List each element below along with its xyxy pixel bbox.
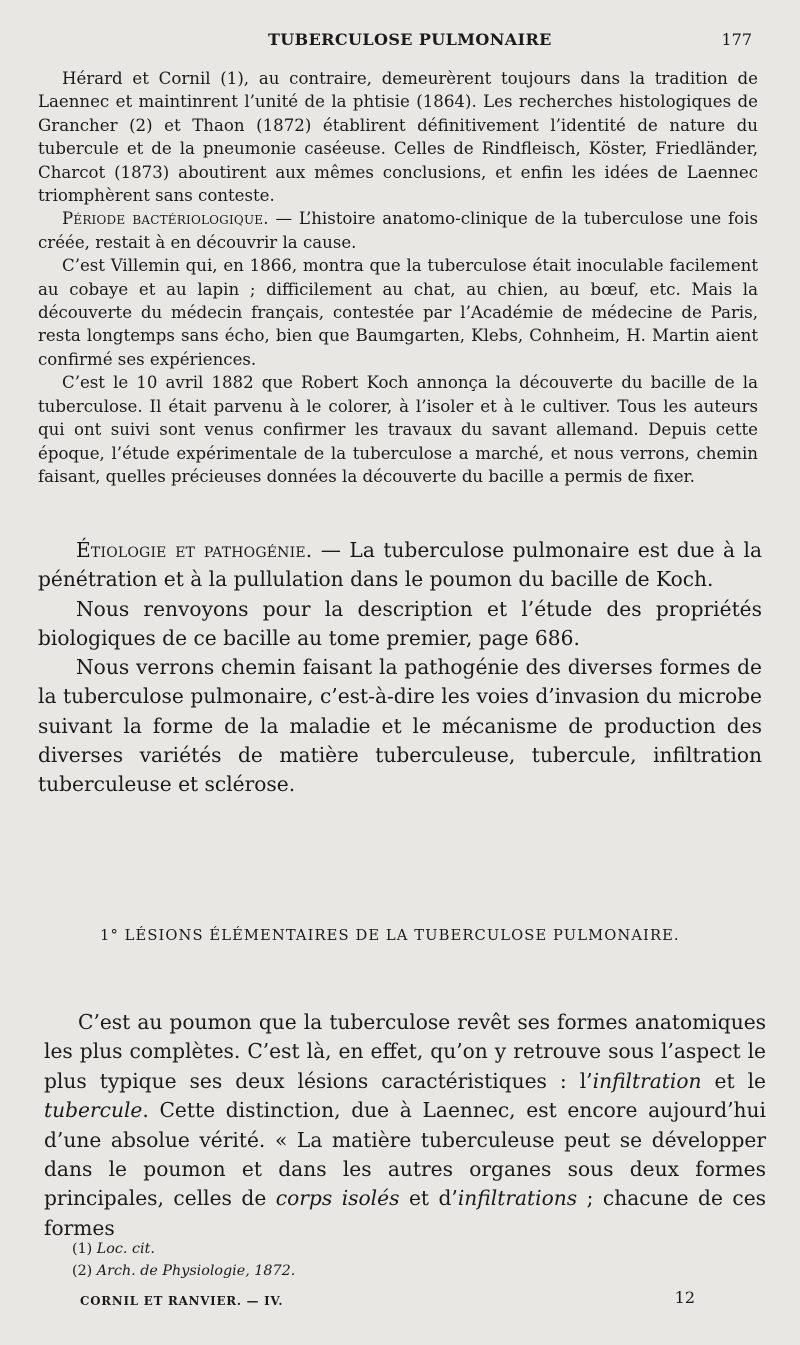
footnote-1-text: Loc. cit. (92, 1241, 155, 1257)
lesions-text-4: et d’ (399, 1186, 458, 1211)
paragraph-villemin: C’est Villemin qui, en 1866, montra que la tuberculose était inoculable facilement au cobaye et au lapin ; difficilement au chat, au chien, au bœuf, etc. Mais la découverte du médecin français, contestée par l’Académie de médecine de Paris, resta longtemps sans écho, bien que Baumgarten, Klebs, Cohnheim, H. Martin aient confirmé ses expériences. (38, 256, 758, 369)
page-number: 177 (721, 30, 752, 49)
lesions-text-2: et le (701, 1068, 767, 1093)
paragraph-elementary-lesions (44, 1008, 766, 1243)
paragraph-koch: C’est le 10 avril 1882 que Robert Koch annonça la découverte du bacille de la tuberculose. Il était parvenu à le colorer, à l’isoler et à le cultiver. Tous les auteurs qui ont suivi sont venus confirmer les travaux du savant allemand. Depuis cette époque, l’étude expérimentale de la tuberculose a marché, et nous verrons, chemin faisant, quelles précieuses données la découverte du bacille a permis de fixer. (38, 373, 758, 486)
etiology-text: — La tuberculose pulmonaire est due à la pénétration et à la pullulation dans le poumon du bacille de Koch. (38, 538, 762, 592)
running-title: TUBERCULOSE PULMONAIRE (268, 30, 552, 49)
bacteriological-period-text: — L’histoire anatomo-clinique de la tuberculose une fois créée, restait à en découvrir la cause. (38, 209, 758, 252)
footnote-2-text: Arch. de Physiologie, 1872. (92, 1263, 296, 1279)
historical-section (38, 67, 758, 488)
lesions-italic-isolated-bodies: corps isolés (275, 1186, 400, 1211)
signature-number: 12 (674, 1288, 695, 1307)
paragraph-bacteriological-period (38, 207, 758, 254)
footnotes (72, 1238, 472, 1282)
lesions-italic-infiltrations: infiltrations (457, 1186, 578, 1211)
footnote-2-number: (2) (72, 1263, 93, 1279)
bacteriological-period-label: Période bactériologique. (62, 209, 269, 229)
footnote-1 (72, 1238, 472, 1260)
paragraph-reference: Nous renvoyons pour la description et l’étude des propriétés biologiques de ce bacille au tome premier, page 686. (38, 596, 762, 650)
elementary-lesions-section (44, 1008, 766, 1243)
lesions-text-5: ; chacune de ces formes (44, 1186, 767, 1240)
footnote-1-number: (1) (72, 1241, 93, 1257)
paragraph-pathogenesis: Nous verrons chemin faisant la pathogénie des diverses formes de la tuberculose pulmonaire, c’est-à-dire les voies d’invasion du microbe suivant la forme de la maladie et le mécanisme de production des diverses variétés de matière tuberculeuse, tubercule, infiltration tuberculeuse et sclérose. (38, 655, 762, 797)
etiology-label: Étiologie et pathogénie. (76, 538, 313, 562)
printer-signature: CORNIL ET RANVIER. — IV. (80, 1294, 284, 1308)
page-header (0, 30, 800, 54)
lesions-italic-infiltration: infiltration (592, 1068, 702, 1093)
lesions-text-3: . Cette distinction, due à Laennec, est encore aujourd’hui d’une absolue vérité. « La matière tuberculeuse peut se développer dans le poumon et dans les autres organes sous deux formes principales, celles de (44, 1098, 766, 1211)
paragraph-etiology (38, 536, 762, 595)
etiology-section (38, 536, 762, 800)
section-heading: 1° LÉSIONS ÉLÉMENTAIRES DE LA TUBERCULOSE PULMONAIRE. (100, 927, 680, 944)
lesions-italic-tubercle: tubercule (44, 1098, 143, 1123)
footnote-2 (72, 1260, 472, 1282)
lesions-text-1: C’est au poumon que la tuberculose revêt ses formes anatomiques les plus complètes. C’est là, en effet, qu’on y retrouve sous l’aspect le plus typique ses deux lésions caractéristiques : l’ (44, 1010, 766, 1093)
paragraph-herard-cornil: Hérard et Cornil (1), au contraire, demeurèrent toujours dans la tradition de Laennec et maintinrent l’unité de la phtisie (1864). Les recherches histologiques de Grancher (2) et Thaon (1872) établirent définitivement l’identité de nature du tubercule et de la pneumonie caséeuse. Celles de Rindfleisch, Köster, Friedländer, Charcot (1873) aboutirent aux mêmes conclusions, et enfin les idées de Laennec triomphèrent sans conteste. (38, 69, 758, 206)
